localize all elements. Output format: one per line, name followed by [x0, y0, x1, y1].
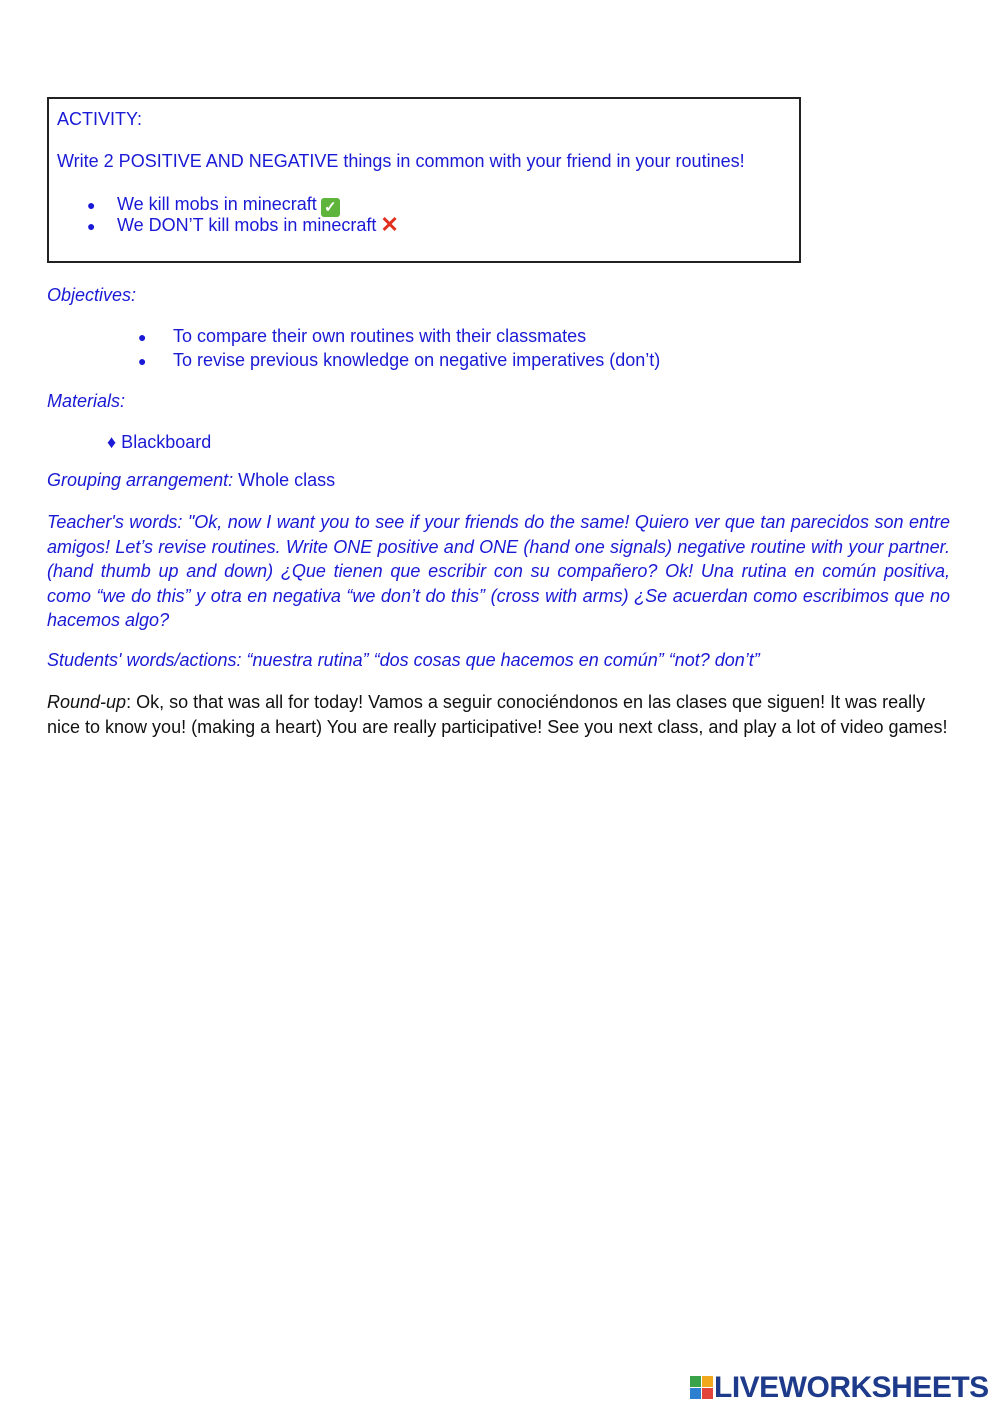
cross-mark-icon: ✕ — [380, 212, 399, 237]
materials-label: Materials: — [47, 391, 126, 411]
objective-item — [138, 350, 660, 371]
roundup-paragraph — [47, 690, 950, 739]
objectives-label: Objectives: — [47, 285, 137, 305]
activity-instruction: Write 2 POSITIVE AND NEGATIVE things in common with your friend in your routines! — [57, 151, 745, 171]
students-words: Students' words/actions: “nuestra rutina” “dos cosas que hacemos en común” “not? don’t” — [47, 650, 760, 670]
bullet-icon: ● — [87, 218, 96, 234]
activity-example — [87, 194, 340, 217]
check-mark-icon: ✓ — [321, 198, 340, 217]
example-text: We DON’T kill mobs in minecraft — [117, 215, 377, 235]
objective-text: To compare their own routines with their classmates — [173, 326, 587, 346]
bullet-icon: ● — [138, 329, 147, 345]
bullet-icon: ● — [138, 353, 147, 369]
liveworksheets-logo — [690, 1373, 989, 1403]
materials-item: ♦ Blackboard — [107, 432, 212, 452]
logo-text: LIVEWORKSHEETS — [714, 1371, 989, 1404]
roundup-label: Round-up — [47, 692, 127, 712]
teacher-words: Teacher's words: "Ok, now I want you to see if your friends do the same! Quiero ver que tan parecidos son entre amigos! Let’s revise routines. Write ONE positive and ONE (hand one signals) negative routine with your partner. (hand thumb up and down) ¿Que tienen que escribir con su compañero? Ok! Una rutina en común positiva, como “we do this” y otra en negativa “we don’t do this” (cross with arms) ¿Se acuerdan como escribimos que no hacemos algo? — [47, 512, 950, 630]
objective-text: To revise previous knowledge on negative imperatives (don’t) — [173, 350, 661, 370]
roundup-text: : Ok, so that was all for today! Vamos a seguir conociéndonos en las clases que siguen! It was really nice to know you! (making a heart) You are really participative! See you next class, and play a lot of video games! — [47, 692, 948, 737]
example-text: We kill mobs in minecraft — [117, 194, 317, 214]
objective-item — [138, 326, 586, 347]
activity-title: ACTIVITY: — [57, 109, 143, 129]
bullet-icon: ● — [87, 197, 96, 213]
liveworksheets-mark-icon — [690, 1376, 714, 1400]
grouping-label: Grouping arrangement: — [47, 470, 234, 490]
activity-example — [87, 212, 399, 237]
activity-box — [47, 97, 801, 263]
grouping-line — [47, 470, 335, 491]
grouping-value: Whole class — [233, 470, 336, 490]
